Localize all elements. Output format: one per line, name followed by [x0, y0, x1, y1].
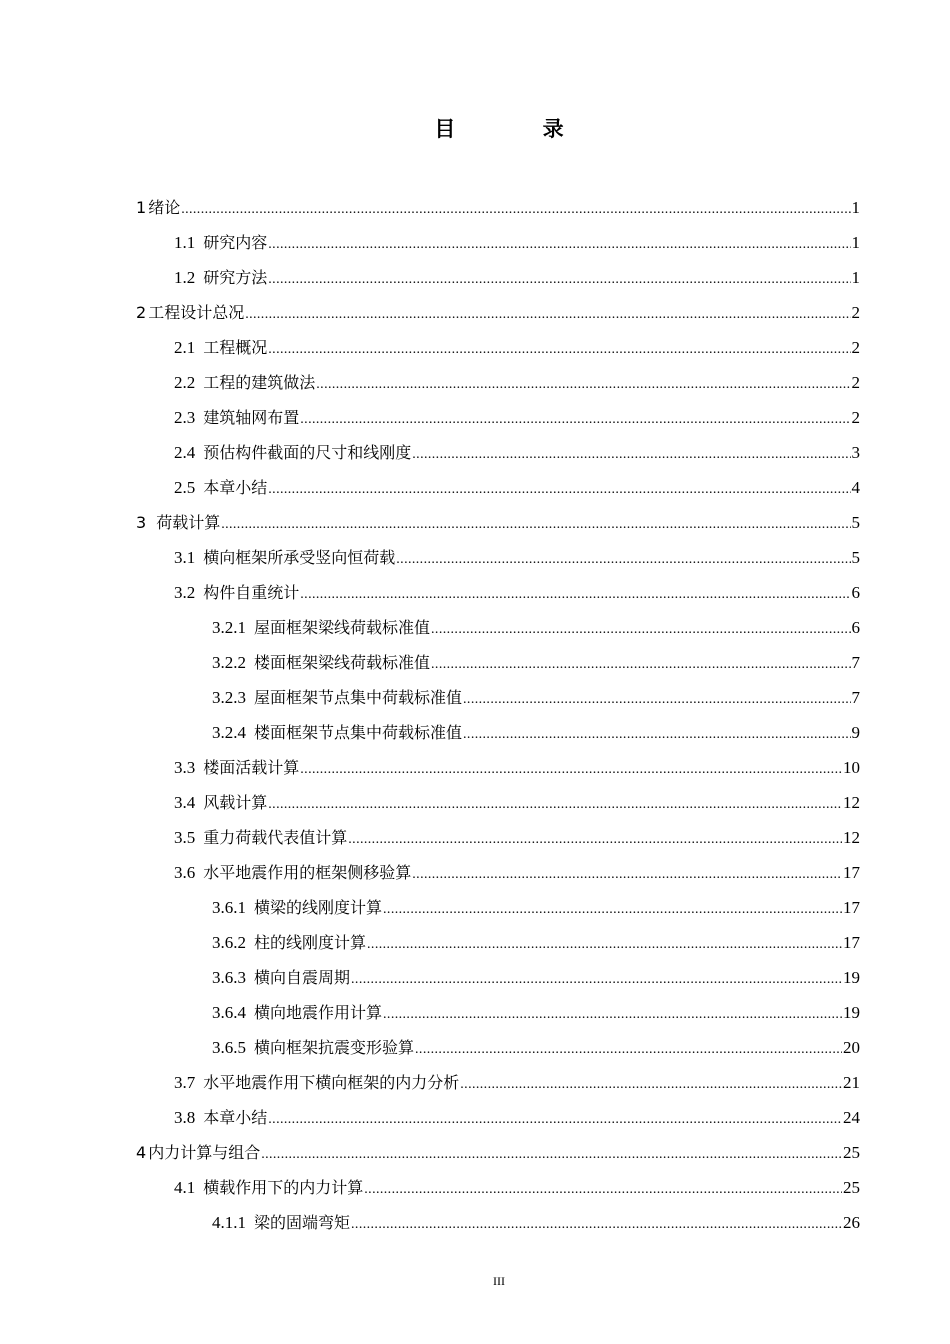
toc-dot-leader	[245, 297, 850, 332]
toc-entry-number: 3.4	[174, 793, 196, 812]
toc-entry-title: 屋面框架梁线荷载标准值	[254, 618, 431, 637]
toc-dot-leader	[351, 1207, 842, 1242]
toc-entry[interactable]	[136, 295, 860, 330]
toc-entry-page: 25	[843, 1178, 860, 1197]
toc-entry-title: 建筑轴网布置	[203, 408, 300, 427]
toc-entry-page: 5	[851, 548, 860, 567]
toc-entry-number: 3.6.1	[212, 898, 246, 917]
toc-entry[interactable]	[136, 1205, 860, 1240]
toc-entry[interactable]	[136, 610, 860, 645]
toc-entry-title: 工程设计总况	[148, 303, 245, 322]
toc-entry-title: 楼面框架节点集中荷载标准值	[254, 723, 463, 742]
toc-entry-number: 1.2	[174, 268, 196, 287]
toc-entry[interactable]	[136, 260, 860, 295]
toc-entry-page: 25	[843, 1143, 860, 1162]
toc-entry-number: 2.2	[174, 373, 196, 392]
toc-entry-number: 2	[136, 303, 147, 322]
toc-entry-page: 2	[851, 373, 860, 392]
toc-entry-title: 楼面框架梁线荷载标准值	[254, 653, 431, 672]
toc-entry-title: 本章小结	[203, 1108, 268, 1127]
toc-entry-number: 2.3	[174, 408, 196, 427]
toc-entry-number: 2.5	[174, 478, 196, 497]
toc-entry-page: 6	[851, 583, 860, 602]
table-of-contents	[136, 190, 860, 1240]
toc-dot-leader	[348, 822, 842, 857]
toc-entry-number: 3.2.3	[212, 688, 246, 707]
toc-entry-number: 3.2	[174, 583, 196, 602]
toc-entry-page: 19	[843, 968, 860, 987]
toc-entry-page: 1	[851, 233, 860, 252]
toc-entry-title: 研究内容	[203, 233, 268, 252]
toc-dot-leader	[396, 542, 850, 577]
toc-entry-number: 4	[136, 1143, 147, 1162]
toc-entry[interactable]	[136, 505, 860, 540]
toc-entry[interactable]	[136, 225, 860, 260]
toc-entry-page: 10	[843, 758, 860, 777]
toc-entry[interactable]	[136, 330, 860, 365]
toc-entry-page: 7	[851, 688, 860, 707]
toc-dot-leader	[261, 1137, 842, 1172]
toc-entry-title: 荷载计算	[156, 513, 221, 532]
toc-entry-page: 9	[851, 723, 860, 742]
toc-entry[interactable]	[136, 925, 860, 960]
toc-entry-title: 工程概况	[203, 338, 268, 357]
toc-entry-number: 3.2.4	[212, 723, 246, 742]
toc-entry[interactable]	[136, 715, 860, 750]
toc-dot-leader	[181, 192, 850, 227]
toc-entry[interactable]	[136, 1170, 860, 1205]
toc-entry[interactable]	[136, 435, 860, 470]
toc-entry-title: 绪论	[148, 198, 181, 217]
toc-entry-number: 1.1	[174, 233, 196, 252]
toc-dot-leader	[364, 1172, 842, 1207]
toc-entry-number: 3.2.1	[212, 618, 246, 637]
toc-entry-page: 20	[843, 1038, 860, 1057]
toc-dot-leader	[431, 647, 850, 682]
toc-entry-number: 4.1	[174, 1178, 196, 1197]
toc-dot-leader	[415, 1032, 842, 1067]
toc-entry-page: 21	[843, 1073, 860, 1092]
toc-dot-leader	[463, 682, 850, 717]
toc-entry-number: 4.1.1	[212, 1213, 246, 1232]
toc-entry-number: 3.2.2	[212, 653, 246, 672]
toc-entry-number: 3.3	[174, 758, 196, 777]
toc-dot-leader	[268, 472, 850, 507]
toc-entry-title: 内力计算与组合	[148, 1143, 261, 1162]
toc-entry[interactable]	[136, 1100, 860, 1135]
toc-entry-title: 风载计算	[203, 793, 268, 812]
toc-entry[interactable]	[136, 750, 860, 785]
toc-dot-leader	[383, 892, 842, 927]
toc-entry-title: 本章小结	[203, 478, 268, 497]
toc-entry[interactable]	[136, 1030, 860, 1065]
toc-dot-leader	[268, 1102, 842, 1137]
toc-entry[interactable]	[136, 680, 860, 715]
toc-entry-title: 预估构件截面的尺寸和线刚度	[203, 443, 412, 462]
toc-entry-page: 2	[851, 408, 860, 427]
toc-entry-page: 12	[843, 828, 860, 847]
toc-entry-number: 3.1	[174, 548, 196, 567]
toc-entry[interactable]	[136, 890, 860, 925]
toc-entry[interactable]	[136, 645, 860, 680]
toc-dot-leader	[412, 437, 850, 472]
toc-entry-number: 3.8	[174, 1108, 196, 1127]
toc-entry-number: 3.6.2	[212, 933, 246, 952]
toc-entry-number: 3.6.5	[212, 1038, 246, 1057]
toc-entry-number: 2.1	[174, 338, 196, 357]
toc-entry[interactable]	[136, 400, 860, 435]
toc-entry-title: 重力荷载代表值计算	[203, 828, 348, 847]
toc-entry-page: 3	[851, 443, 860, 462]
toc-entry-title: 横向框架抗震变形验算	[254, 1038, 415, 1057]
toc-dot-leader	[463, 717, 850, 752]
toc-dot-leader	[383, 997, 842, 1032]
toc-entry-page: 12	[843, 793, 860, 812]
toc-dot-leader	[268, 332, 850, 367]
toc-entry-title: 楼面活载计算	[203, 758, 300, 777]
toc-entry[interactable]	[136, 995, 860, 1030]
toc-dot-leader	[316, 367, 850, 402]
toc-entry-page: 17	[843, 898, 860, 917]
toc-entry[interactable]	[136, 855, 860, 890]
toc-entry-number: 1	[136, 198, 147, 217]
toc-entry[interactable]	[136, 1135, 860, 1170]
toc-dot-leader	[300, 402, 850, 437]
toc-entry-title: 横向自震周期	[254, 968, 351, 987]
toc-dot-leader	[221, 507, 850, 542]
toc-entry-page: 1	[851, 198, 860, 217]
toc-entry-title: 工程的建筑做法	[203, 373, 316, 392]
toc-entry-page: 5	[851, 513, 860, 532]
toc-entry-page: 4	[851, 478, 860, 497]
toc-entry-page: 17	[843, 933, 860, 952]
toc-entry-page: 7	[851, 653, 860, 672]
toc-entry-title: 横梁的线刚度计算	[254, 898, 383, 917]
toc-entry-number: 3.6.3	[212, 968, 246, 987]
toc-entry-title: 屋面框架节点集中荷载标准值	[254, 688, 463, 707]
toc-entry-title: 横向地震作用计算	[254, 1003, 383, 1022]
toc-entry-title: 水平地震作用的框架侧移验算	[203, 863, 412, 882]
toc-entry-title: 水平地震作用下横向框架的内力分析	[203, 1073, 460, 1092]
toc-entry-title: 柱的线刚度计算	[254, 933, 367, 952]
toc-entry-title: 梁的固端弯矩	[254, 1213, 351, 1232]
toc-entry-page: 2	[851, 338, 860, 357]
toc-entry[interactable]	[136, 820, 860, 855]
toc-entry[interactable]	[136, 960, 860, 995]
toc-entry-number: 3.5	[174, 828, 196, 847]
toc-entry[interactable]	[136, 1065, 860, 1100]
toc-entry-title: 研究方法	[203, 268, 268, 287]
toc-entry-title: 构件自重统计	[203, 583, 300, 602]
page-title: 目 录	[434, 117, 604, 141]
toc-entry-number: 3.6.4	[212, 1003, 246, 1022]
toc-dot-leader	[431, 612, 850, 647]
toc-dot-leader	[268, 262, 850, 297]
toc-entry-page: 19	[843, 1003, 860, 1022]
toc-dot-leader	[367, 927, 842, 962]
toc-entry-page: 2	[851, 303, 860, 322]
toc-entry[interactable]	[136, 785, 860, 820]
toc-entry[interactable]	[136, 470, 860, 505]
page-number-footer: III	[493, 1274, 505, 1288]
toc-entry-page: 1	[851, 268, 860, 287]
toc-entry[interactable]	[136, 575, 860, 610]
toc-entry[interactable]	[136, 190, 860, 225]
toc-entry-number: 3.7	[174, 1073, 196, 1092]
toc-entry-page: 17	[843, 863, 860, 882]
toc-entry[interactable]	[136, 365, 860, 400]
toc-entry-page: 24	[843, 1108, 860, 1127]
toc-entry-number: 3.6	[174, 863, 196, 882]
toc-dot-leader	[460, 1067, 842, 1102]
toc-entry-title: 横向框架所承受竖向恒荷载	[203, 548, 396, 567]
toc-dot-leader	[300, 752, 842, 787]
toc-dot-leader	[268, 227, 850, 262]
toc-entry-page: 6	[851, 618, 860, 637]
toc-entry[interactable]	[136, 540, 860, 575]
toc-entry-page: 26	[843, 1213, 860, 1232]
toc-dot-leader	[351, 962, 842, 997]
toc-entry-number: 3	[136, 513, 147, 532]
toc-entry-title: 横载作用下的内力计算	[203, 1178, 364, 1197]
toc-dot-leader	[268, 787, 842, 822]
toc-dot-leader	[412, 857, 842, 892]
toc-dot-leader	[300, 577, 850, 612]
toc-entry-number: 2.4	[174, 443, 196, 462]
